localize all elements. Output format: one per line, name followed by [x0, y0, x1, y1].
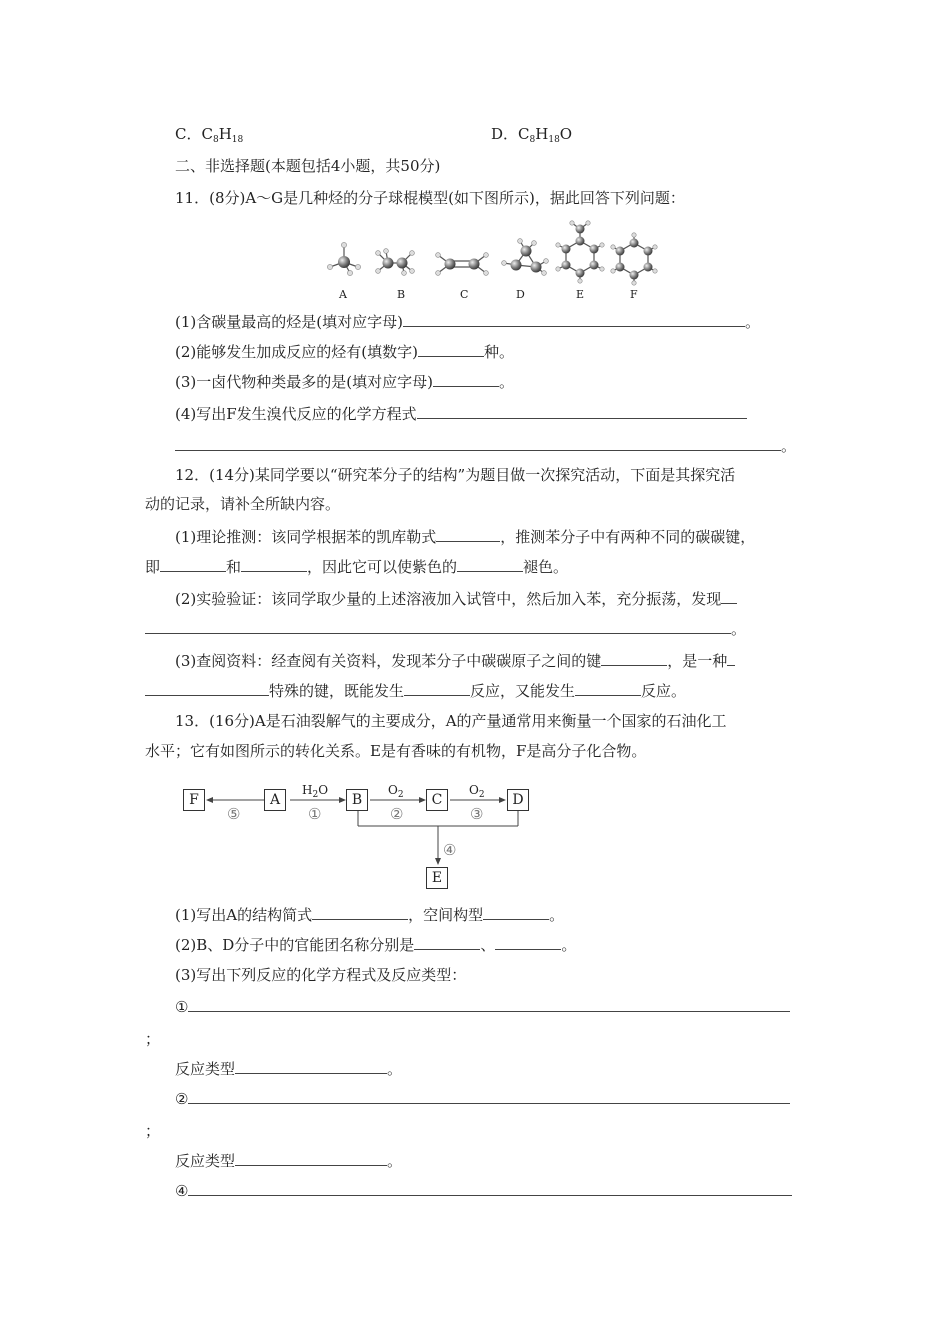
step-3: ③ — [470, 805, 484, 823]
model-label-b: B — [397, 288, 406, 301]
section-heading: 二、非选择题(本题包括4小题，共50分) — [175, 157, 441, 175]
answer-blank[interactable] — [145, 619, 731, 634]
q13-part2: (2)B、D分子中的官能团名称分别是 、 。 — [175, 936, 577, 954]
answer-blank[interactable] — [160, 557, 226, 572]
q12-part3: (3)查阅资料：经查阅有关资料，发现苯分子中碳碳原子之间的键 ，是一种 — [175, 651, 735, 671]
q12-part1: (1)理论推测：该同学根据苯的凯库勒式 ，推测苯分子中有两种不同的碳碳键， — [175, 528, 756, 546]
answer-blank[interactable] — [403, 312, 745, 327]
model-label-c: C — [460, 288, 469, 301]
answer-blank[interactable] — [418, 342, 484, 357]
q13-part3: (3)写出下列反应的化学方程式及反应类型： — [175, 966, 467, 984]
semicolon-1: ； — [145, 1030, 161, 1048]
q12-part1-cont: 即 和 ，因此它可以使紫色的 褪色。 — [145, 558, 569, 576]
answer-blank[interactable] — [436, 527, 500, 542]
q13-type2: 反应类型 。 — [175, 1152, 403, 1170]
q11-stem: 11．(8分)A～G是几种烃的分子球棍模型(如下图所示)，据此回答下列问题： — [175, 189, 685, 207]
answer-blank[interactable] — [601, 651, 667, 666]
node-e: E — [426, 867, 448, 889]
model-label-d: D — [516, 288, 525, 301]
answer-blank[interactable] — [235, 1059, 387, 1074]
answer-blank[interactable] — [433, 372, 499, 387]
answer-blank[interactable] — [145, 681, 269, 696]
answer-blank[interactable] — [495, 935, 561, 950]
reagent-h2o: $H_2O$ — [302, 783, 329, 800]
answer-blank[interactable] — [312, 905, 408, 920]
answer-blank[interactable] — [727, 651, 735, 666]
q12-stem-line2: 动的记录，请补全所缺内容。 — [145, 495, 341, 513]
node-a: A — [264, 789, 286, 811]
q12-part2-cont: 。 — [145, 619, 746, 639]
model-label-f: F — [630, 288, 638, 301]
q11-part2: (2)能够发生加成反应的烃有(填数字) 种。 — [175, 343, 514, 361]
step-4: ④ — [443, 841, 457, 859]
ball-stick-models — [320, 215, 660, 303]
answer-blank[interactable] — [404, 681, 470, 696]
q13-eq1: ① — [175, 997, 790, 1017]
step-5: ⑤ — [227, 805, 241, 823]
answer-blank[interactable] — [175, 436, 781, 451]
answer-blank[interactable] — [721, 589, 737, 604]
q11-part4-cont: 。 — [175, 436, 796, 456]
q13-type1: 反应类型 。 — [175, 1060, 403, 1078]
model-label-e: E — [576, 288, 585, 301]
q11-part4: (4)写出F发生溴代反应的化学方程式 — [175, 404, 747, 424]
step-2: ② — [390, 805, 404, 823]
q13-eq4: ④ — [175, 1181, 792, 1201]
q13-part1: (1)写出A的结构简式 ，空间构型 。 — [175, 906, 565, 924]
reagent-o2-1: $O_2$ — [388, 783, 404, 800]
answer-blank[interactable] — [483, 905, 549, 920]
reagent-o2-2: $O_2$ — [469, 783, 485, 800]
answer-blank[interactable] — [417, 404, 747, 419]
answer-blank[interactable] — [235, 1151, 387, 1166]
q12-stem-line1: 12．(14分)某同学要以“研究苯分子的结构”为题目做一次探究活动，下面是其探究活 — [175, 466, 736, 484]
node-b: B — [346, 789, 368, 811]
q13-stem-line2: 水平；它有如图所示的转化关系。E是有香味的有机物，F是高分子化合物。 — [145, 742, 647, 760]
model-label-a: A — [339, 288, 347, 301]
node-f: F — [183, 789, 205, 811]
q12-part3-cont: 特殊的键，既能发生 反应，又能发生 反应。 — [145, 681, 686, 701]
q13-eq2: ② — [175, 1089, 790, 1109]
node-d: D — [507, 789, 529, 811]
step-1: ① — [308, 805, 322, 823]
q13-stem-line1: 13．(16分)A是石油裂解气的主要成分，A的产量通常用来衡量一个国家的石油化工 — [175, 712, 727, 730]
q11-part3: (3)一卤代物种类最多的是(填对应字母) 。 — [175, 373, 514, 391]
answer-blank[interactable] — [457, 557, 523, 572]
answer-blank[interactable] — [188, 1181, 792, 1196]
q11-part1: (1)含碳量最高的烃是(填对应字母) 。 — [175, 313, 760, 331]
semicolon-2: ； — [145, 1122, 161, 1140]
answer-blank[interactable] — [414, 935, 480, 950]
answer-blank[interactable] — [188, 1089, 790, 1104]
answer-blank[interactable] — [188, 997, 790, 1012]
q12-part2: (2)实验验证：该同学取少量的上述溶液加入试管中，然后加入苯，充分振荡，发现 — [175, 589, 737, 609]
option-d: D．$C_8H_{18}O$ — [491, 125, 573, 145]
answer-blank[interactable] — [575, 681, 641, 696]
option-c: C．$C_8H_{18}$ — [175, 125, 244, 145]
node-c: C — [426, 789, 448, 811]
answer-blank[interactable] — [241, 557, 307, 572]
